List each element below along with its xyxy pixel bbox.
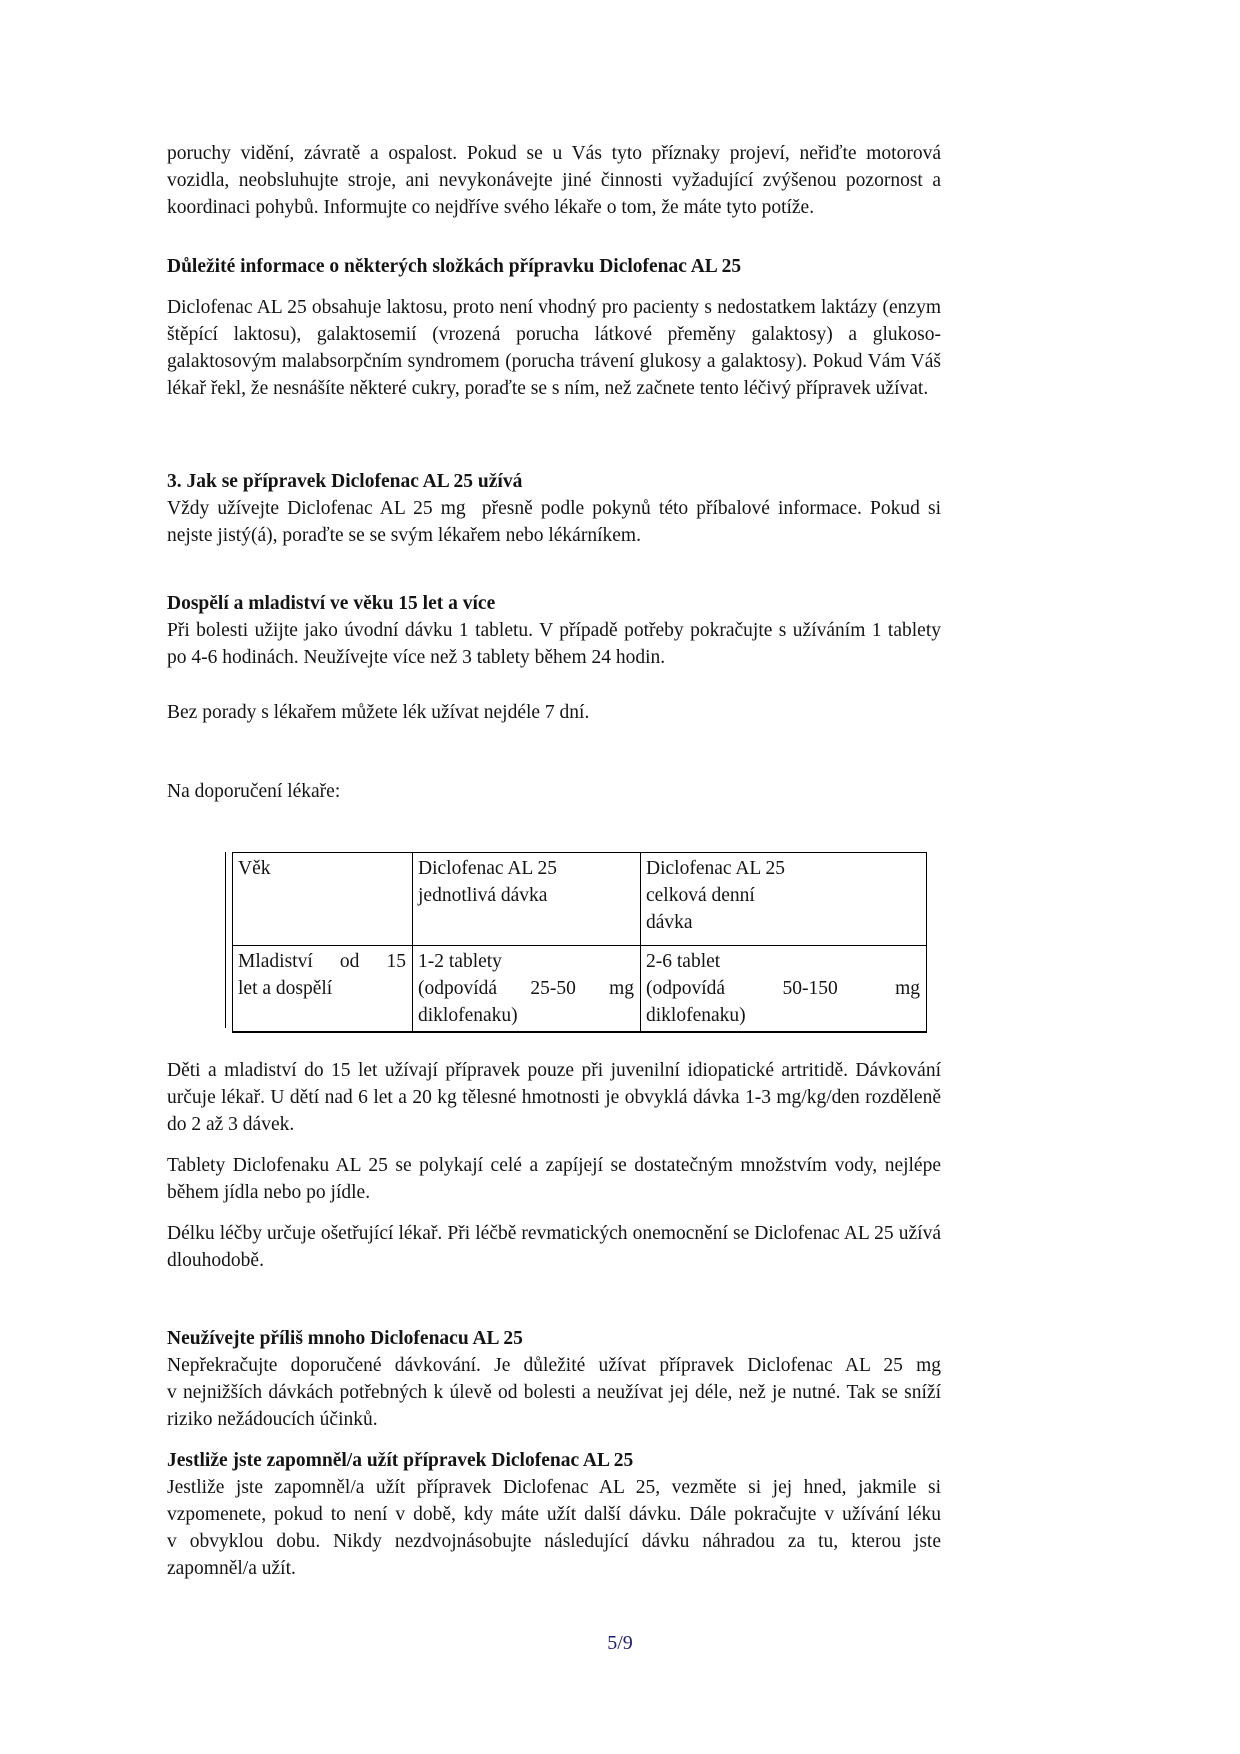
table-cell-line: 1-2 tablety [418,951,502,972]
dosage-table-row [233,946,927,1033]
table-cell-line: (odpovídá 25-50 mg [418,978,634,999]
table-cell-line: 2-6 tablet [646,951,721,972]
table-cell-line: diklofenaku) [418,1005,518,1026]
dosage-table [232,852,927,1033]
header-cell-daily-dose [641,853,927,946]
table-cell-line: dávka [646,912,693,933]
paragraph-pain-dosage: Při bolesti užijte jako úvodní dávku 1 tabletu. V případě potřeby pokračujte s užíváním 1 tablety po 4-6 hodinách. Neužívejte více než 3 tablety během 24 hodin. [167,620,941,668]
paragraph-children-dosage: Děti a mladiství do 15 let užívají přípravek pouze při juvenilní idiopatické artritidě. Dávkování určuje lékař. U dětí nad 6 let a 20 kg tělesné hmotnosti je obvyklá dávka 1-3 mg/kg/den rozděleně do 2 až 3 dávek. [167,1060,941,1135]
paragraph-doctor-recommendation: Na doporučení lékaře: [167,781,341,802]
page-number: 5/9 [607,1632,633,1654]
paragraph-how-to-swallow: Tablety Diclofenaku AL 25 se polykají celé a zapíjejí se dostatečným množstvím vody, nejlépe během jídla nebo po jídle. [167,1155,941,1203]
paragraph-treatment-duration: Délku léčby určuje ošetřující lékař. Při léčbě revmatických onemocnění se Diclofenac AL 25 užívá dlouhodobě. [167,1223,941,1271]
table-cell-line: Diclofenac AL 25 [646,858,785,879]
cell-age-group [233,946,413,1033]
header-cell-single-dose [413,853,641,946]
paragraph-forgotten-dose: Jestliže jste zapomněl/a užít přípravek Diclofenac AL 25, vezměte si jej hned, jakmile si vzpomenete, pokud to není v době, kdy máte užít další dávku. Dále pokračujte v užívání léku v obvyklou dobu. Nikdy nezdvojnásobujte následující dávku náhradou za tu, kterou jste zapomněl/a užít. [167,1477,941,1579]
paragraph-lactose-info: Diclofenac AL 25 obsahuje laktosu, proto není vhodný pro pacienty s nedostatkem laktázy (enzym štěpící laktosu), galaktosemií (vrozená porucha látkové přeměny galaktosy) a glukoso-galaktosovým malabsorpčním syndromem (porucha trávení glukosy a galaktosy). Pokud Vám Váš lékař řekl, že nesnášíte některé cukry, poraďte se s ním, než začnete tento léčivý přípravek užívat. [167,297,941,399]
table-cell-line: celková denní [646,885,755,906]
heading-important-components: Důležité informace o některých složkách přípravku Diclofenac AL 25 [167,256,742,277]
dosage-table-header-row [233,853,927,946]
table-left-double-border [225,852,226,1028]
table-cell-line: diklofenaku) [646,1005,746,1026]
table-cell-line: Diclofenac AL 25 [418,858,557,879]
paragraph-overdose-warning: Nepřekračujte doporučené dávkování. Je důležité užívat přípravek Diclofenac AL 25 mg v nejnižších dávkách potřebných k úlevě od bolesti a neužívat jej déle, než je nutné. Tak se sníží riziko nežádoucích účinků. [167,1355,941,1430]
heading-do-not-overdose: Neužívejte příliš mnoho Diclofenacu AL 25 [167,1328,523,1349]
heading-forgotten-dose: Jestliže jste zapomněl/a užít přípravek Diclofenac AL 25 [167,1450,634,1471]
heading-section-3-usage: 3. Jak se přípravek Diclofenac AL 25 užívá [167,471,523,492]
header-cell-age [233,853,413,946]
heading-adults-adolescents: Dospělí a mladiství ve věku 15 let a více [167,593,496,614]
paragraph-follow-instructions: Vždy užívejte Diclofenac AL 25 mg přesně podle pokynů této příbalové informace. Pokud si nejste jistý(á), poraďte se se svým lékařem nebo lékárníkem. [167,498,941,546]
table-cell-line: jednotlivá dávka [418,885,548,906]
table-cell-line: Věk [238,858,271,879]
cell-daily-dose-value [641,946,927,1033]
table-cell-line: Mladiství od 15 [238,951,406,972]
table-cell-line: (odpovídá 50-150 mg [646,978,920,999]
paragraph-seven-days-limit: Bez porady s lékařem můžete lék užívat nejdéle 7 dní. [167,702,590,723]
dosage-table-wrap [225,852,920,1029]
paragraph-driving-warning: poruchy vidění, závratě a ospalost. Pokud se u Vás tyto příznaky projeví, neřiďte motorová vozidla, neobsluhujte stroje, ani nevykonávejte jiné činnosti vyžadující zvýšenou pozornost a koordinaci pohybů. Informujte co nejdříve svého lékaře o tom, že máte tyto potíže. [167,143,941,218]
cell-single-dose-value [413,946,641,1033]
table-cell-line: let a dospělí [238,978,333,999]
